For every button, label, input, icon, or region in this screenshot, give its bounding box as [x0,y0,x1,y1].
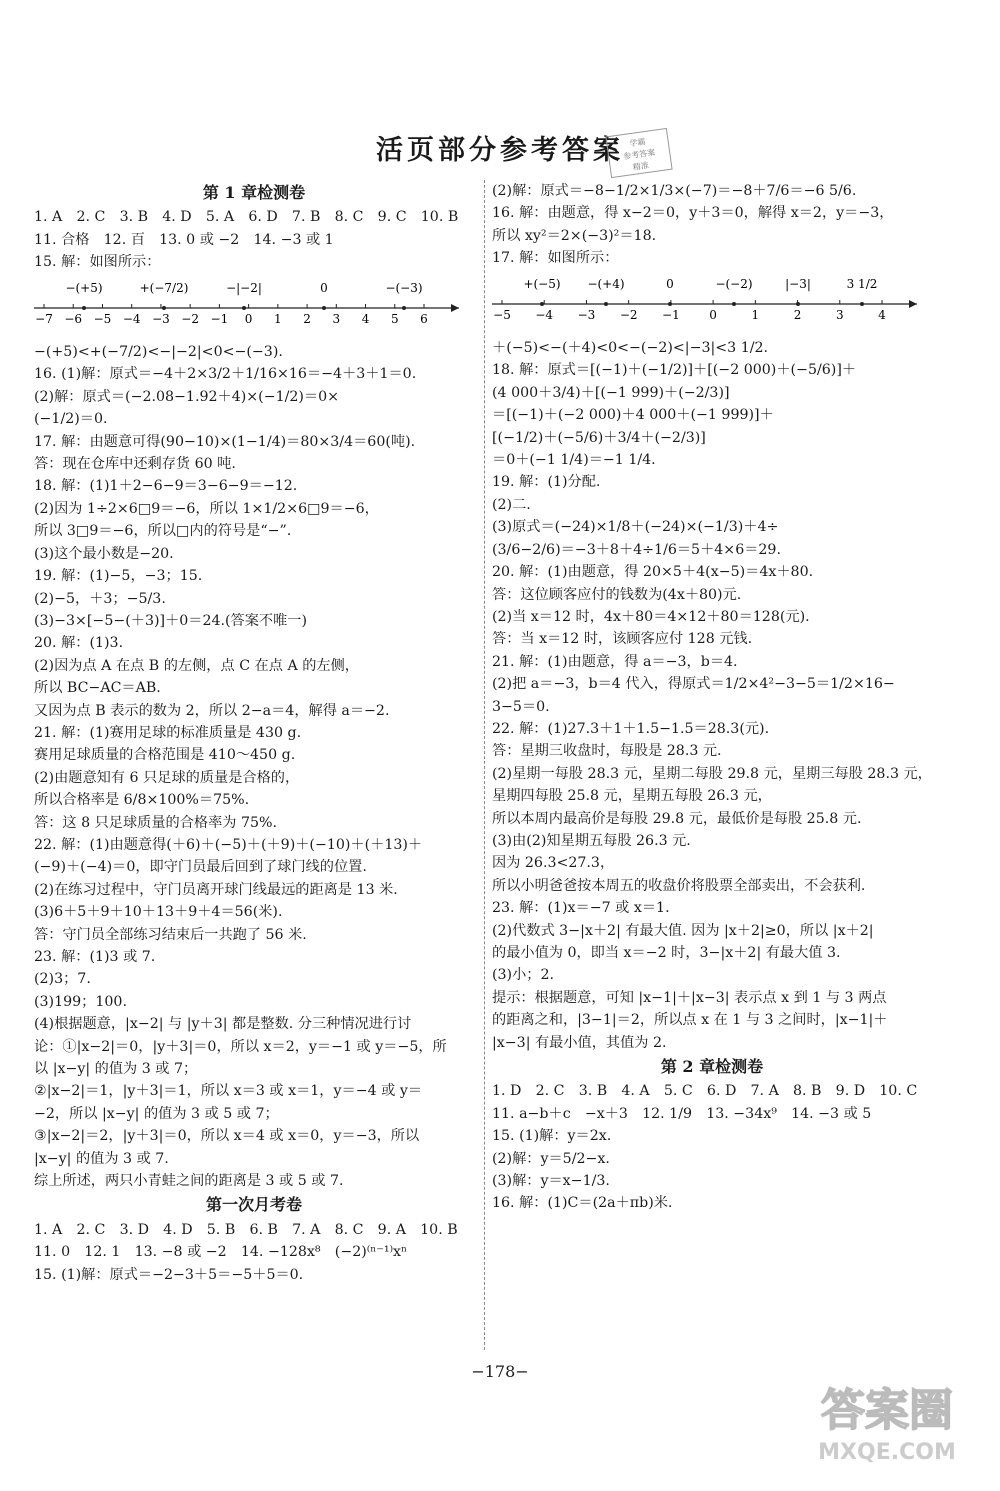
answer-line: 15. 解：如图所示： [34,254,161,271]
answer-line: (−9)＋(−4)＝0，即守门员最后回到了球门线的位置. [34,859,367,876]
stamp-line: 参考答案 [622,147,656,162]
point-dot [668,302,672,306]
tick-label: −5 [93,311,112,326]
answer-line: 答：现在仓库中还剩存货 60 吨. [34,456,236,473]
tick-label: 3 [332,311,341,326]
answer-line: (2)星期一每股 28.3 元，星期二每股 29.8 元，星期三每股 28.3 元， [492,765,932,782]
tick-label: 2 [303,311,311,326]
answer-line: (3)原式＝(−24)×1/8＋(−24)×(−1/3)＋4÷ [492,519,779,536]
tick-label: 0 [709,307,717,322]
section-heading: 第 1 章检测卷 [202,183,306,202]
tick-label: 6 [420,311,428,326]
stamp-line: 学霸 [628,137,647,149]
answer-line: (2)3；7. [34,971,91,988]
answer-line: (2)由题意知有 6 只足球的质量是合格的， [34,769,300,786]
answer-line: 提示：根据题意，可知 |x−1|＋|x−3| 表示点 x 到 1 与 3 两点 [492,989,887,1006]
tick-label: 2 [793,307,802,322]
answer-line: 以 |x−y| 的值为 3 或 7； [34,1061,198,1078]
answer-line: 23. 解：(1)x＝−7 或 x＝1. [492,900,670,917]
answer-line: −2，所以 |x−y| 的值为 3 或 5 或 7； [34,1105,279,1122]
answer-line: 答：这 8 只足球质量的合格率为 75%. [34,814,278,831]
answer-line: 22. 解：(1)由题意得(＋6)＋(−5)＋(＋9)＋(−10)＋(＋13)＋ [34,836,423,853]
answer-line: 21. 解：(1)由题意，得 a＝−3，b＝4. [492,653,738,670]
answer-line: (3)小；2. [492,967,555,984]
answer-line: |x−y| 的值为 3 或 7. [34,1150,169,1167]
answer-line: (2)解：y＝5/2−x. [492,1150,610,1167]
answer-line: ②|x−2|＝1，|y＋3|＝1，所以 x＝3 或 x＝1，y＝−4 或 y＝ [34,1083,423,1100]
answer-line: 所以 3□9＝−6，所以□内的符号是“−”. [34,523,292,540]
answer-line: 答：当 x＝12 时，该顾客应付 128 元钱. [492,631,753,648]
answer-line: 19. 解：(1)−5，−3；15. [34,568,203,585]
answer-line: 18. 解：(1)1＋2−6−9＝3−6−9＝−12. [34,478,298,495]
tick-label: −4 [535,307,554,322]
left-column [34,180,474,1286]
answer-line: 3−5＝0. [492,698,550,715]
tick-label: 1 [274,311,282,326]
point-label: 0 [320,280,328,295]
tick-label: −3 [577,307,596,322]
answer-line: 答：星期三收盘时，每股是 28.3 元. [492,743,722,760]
point-label: −|−2| [226,280,262,295]
answer-line: 16. 解：由题意，得 x−2＝0，y＋3＝0，解得 x＝2，y＝−3， [492,205,894,222]
answer-line: 答：守门员全部练习结束后一共跑了 56 米. [34,926,307,943]
point-dot [82,306,86,310]
answer-line: 20. 解：(1)3. [34,635,124,652]
answer-line: ＝[(−1)＋(−2 000)＋4 000＋(−1 999)]＋ [492,407,774,424]
answer-line: 的距离之和，|3−1|＝2，所以点 x 在 1 与 3 之间时，|x−1|＋ [492,1012,888,1029]
answer-line: 23. 解：(1)3 或 7. [34,949,156,965]
point-dot [242,306,246,310]
answer-line: 赛用足球质量的合格范围是 410～450 g. [34,747,296,764]
tick-label: 4 [361,311,370,326]
answer-line: 22. 解：(1)27.3＋1＋1.5−1.5＝28.3(元). [492,720,770,737]
answer-line: (2)把 a＝−3，b＝4 代入，得原式＝1/2×4²−3−5＝1/2×16− [492,676,895,693]
answer-line: 星期四每股 25.8 元，星期五每股 26.3 元， [492,788,772,805]
answer-line: 15. (1)解：原式＝−2−3＋5＝−5＋5＝0. [34,1266,304,1283]
answer-line: 20. 解：(1)由题意，得 20×5＋4(x−5)＝4x＋80. [492,564,814,581]
point-dot [796,302,800,306]
tick-label: −7 [35,311,53,326]
answer-line: 16. (1)解：原式＝−4＋2×3/2＋1/16×16＝−4＋3＋1＝0. [34,366,417,383]
point-label: |−3| [785,276,811,291]
answer-line: (2)代数式 3−|x＋2| 有最大值. 因为 |x＋2|≥0，所以 |x＋2| [492,922,874,939]
answer-line: (3)解：y＝x−1/3. [492,1173,610,1190]
point-label: 0 [666,276,674,291]
tick-label: −5 [493,307,511,322]
answer-line: (3/6−2/6)＝−3＋8＋4÷1/6＝5＋4×6＝29. [492,541,781,558]
point-dot [860,302,864,306]
answer-line: 11. 0 12. 1 13. −8 或 −2 14. −128x⁸ (−2)⁽ⁿ⁻¹⁾xⁿ [34,1244,408,1261]
point-dot [162,306,166,310]
answer-line: [(−1/2)＋(−5/6)＋3/4＋(−2/3)] [492,429,706,446]
answer-line: 15. (1)解：y＝2x. [492,1128,612,1145]
answer-line: (3)199；100. [34,993,127,1010]
tick-label: 0 [244,311,253,326]
answer-line: (4)根据题意，|x−2| 与 |y＋3| 都是整数. 分三种情况进行讨 [34,1016,412,1033]
answer-line: 1. A 2. C 3. D 4. D 5. B 6. B 7. A 8. C 9. A 10. B [34,1221,458,1238]
tick-label: 5 [390,311,399,326]
answer-line: (3)由(2)知星期五每股 26.3 元. [492,832,691,849]
point-dot [402,306,406,310]
tick-label: −2 [181,311,200,326]
answer-line: 所以 xy²＝2×(−3)²＝18. [492,227,657,244]
axis-arrow-icon [451,304,459,312]
answer-line: 又因为点 B 表示的数为 2，所以 2−a＝4，解得 a＝−2. [34,702,390,719]
answer-line: 16. 解：(1)C＝(2a＋πb)米. [492,1195,673,1212]
point-label: −(−3) [385,280,423,295]
stamp-seal [605,128,672,178]
answer-line: ③|x−2|＝2，|y＋3|＝0，所以 x＝4 或 x＝0，y＝−3，所以 [34,1128,420,1145]
answer-line: 19. 解：(1)分配. [492,474,601,491]
tick-label: −4 [122,311,141,326]
tick-label: −3 [152,311,170,326]
answer-line: 1. D 2. C 3. B 4. A 5. C 6. D 7. A 8. B 9. D 10. C [492,1083,918,1100]
answer-line: (3)6＋5＋9＋10＋13＋9＋4＝56(米). [34,904,283,921]
tick-label: 1 [751,307,760,322]
point-dot [322,306,326,310]
watermark [792,1363,982,1473]
point-label: −(−2) [715,276,753,291]
point-label: +(−5) [523,276,561,291]
answer-line: 综上所述，两只小青蛙之间的距离是 3 或 5 或 7. [34,1173,344,1190]
answer-line: 17. 解：由题意可得(90−10)×(1−1/4)＝80×3/4＝60(吨). [34,433,416,450]
answer-line: 的最小值为 0，即当 x＝−2 时，3−|x＋2| 有最大值 3. [492,945,841,961]
section-heading: 第 2 章检测卷 [660,1057,764,1077]
answer-line: (2)在练习过程中，守门员离开球门线最远的距离是 13 米. [34,881,398,898]
point-label: 3 1/2 [846,276,878,291]
answer-line: 21. 解：(1)赛用足球的标准质量是 430 g. [34,724,302,741]
tick-label: −1 [662,307,680,322]
tick-label: −6 [64,311,83,326]
right-column [492,180,932,1215]
answer-line: (2)−5，＋3；−5/3. [34,590,166,607]
answer-line: 所以小明爸爸按本周五的收盘价将股票全部卖出，不会获利. [492,877,866,894]
numline2-diagram [492,274,922,322]
numline1-diagram [34,278,464,326]
answer-line: (2)二. [492,496,531,513]
answer-line: ＋(−5)<−(＋4)<0<−(−2)<|−3|<3 1/2. [492,340,769,357]
point-label: −(+4) [587,276,625,291]
tick-label: −2 [619,307,638,322]
watermark-url: MXQE.COM [818,1440,956,1465]
answer-line: ＝0＋(−1 1/4)＝−1 1/4. [492,452,656,469]
point-dot [540,302,544,306]
answer-line: (2)因为点 A 在点 B 的左侧，点 C 在点 A 的左侧， [34,657,359,674]
watermark-text: 答案圈 [821,1385,953,1436]
answer-line: (2)解：原式＝−8−1/2×1/3×(−7)＝−8＋7/6＝−6 5/6. [492,183,857,199]
answer-line: (−1/2)＝0. [34,411,108,428]
answer-line: (2)解：原式＝(−2.08−1.92＋4)×(−1/2)＝0× [34,388,340,405]
stamp-line: 精准 [632,160,650,172]
answer-line: 11. a−b＋c −x＋3 12. 1/9 13. −34x⁹ 14. −3 或 5 [492,1105,872,1122]
answer-line: (4 000＋3/4)＋[(−1 999)＋(−2/3)] [492,384,730,401]
answer-line: −(+5)<+(−7/2)<−|−2|<0<−(−3). [34,344,283,361]
answer-line: (3)这个最小数是−20. [34,545,174,562]
answer-line: 所以 BC−AC＝AB. [34,680,161,697]
answer-line: 17. 解：如图所示： [492,250,619,267]
answer-line: 论：①|x−2|＝0，|y＋3|＝0，所以 x＝2，y＝−1 或 y＝−5，所 [34,1038,447,1055]
page-number: −178− [471,1362,529,1381]
point-dot [732,302,736,306]
point-label: +(−7/2) [139,280,189,295]
point-dot [604,302,608,306]
answer-line: 所以本周内最高价是每股 29.8 元，最低价是每股 25.8 元. [492,810,862,827]
column-divider [484,180,485,1350]
answer-line: (3)−3×[−5−(＋3)]＋0＝24.(答案不唯一) [34,612,308,629]
tick-label: −1 [210,311,229,326]
answer-line: 所以合格率是 6/8×100%＝75%. [34,792,250,809]
answer-line: (2)因为 1÷2×6□9＝−6，所以 1×1/2×6□9＝−6， [34,500,379,517]
answer-line: (2)当 x＝12 时，4x＋80＝4×12＋80＝128(元). [492,608,810,625]
axis-arrow-icon [909,300,917,308]
answer-line: 答：这位顾客应付的钱数为(4x＋80)元. [492,586,742,603]
answer-line: 因为 26.3<27.3， [492,855,615,872]
answer-line: 18. 解：原式＝[(−1)＋(−1/2)]＋[(−2 000)＋(−5/6)]＋ [492,362,857,379]
tick-label: 3 [835,307,844,322]
answer-line: 11. 合格 12. 百 13. 0 或 −2 14. −3 或 1 [34,231,334,248]
point-label: −(+5) [65,280,103,295]
tick-label: 4 [878,307,886,322]
section-heading: 第一次月考卷 [205,1195,302,1215]
answer-line: |x−3| 有最小值，其值为 2. [492,1034,667,1051]
answer-line: 1. A 2. C 3. B 4. D 5. A 6. D 7. B 8. C 9. C 10. B [34,209,459,226]
page-title: 活页部分参考答案 [376,135,624,166]
